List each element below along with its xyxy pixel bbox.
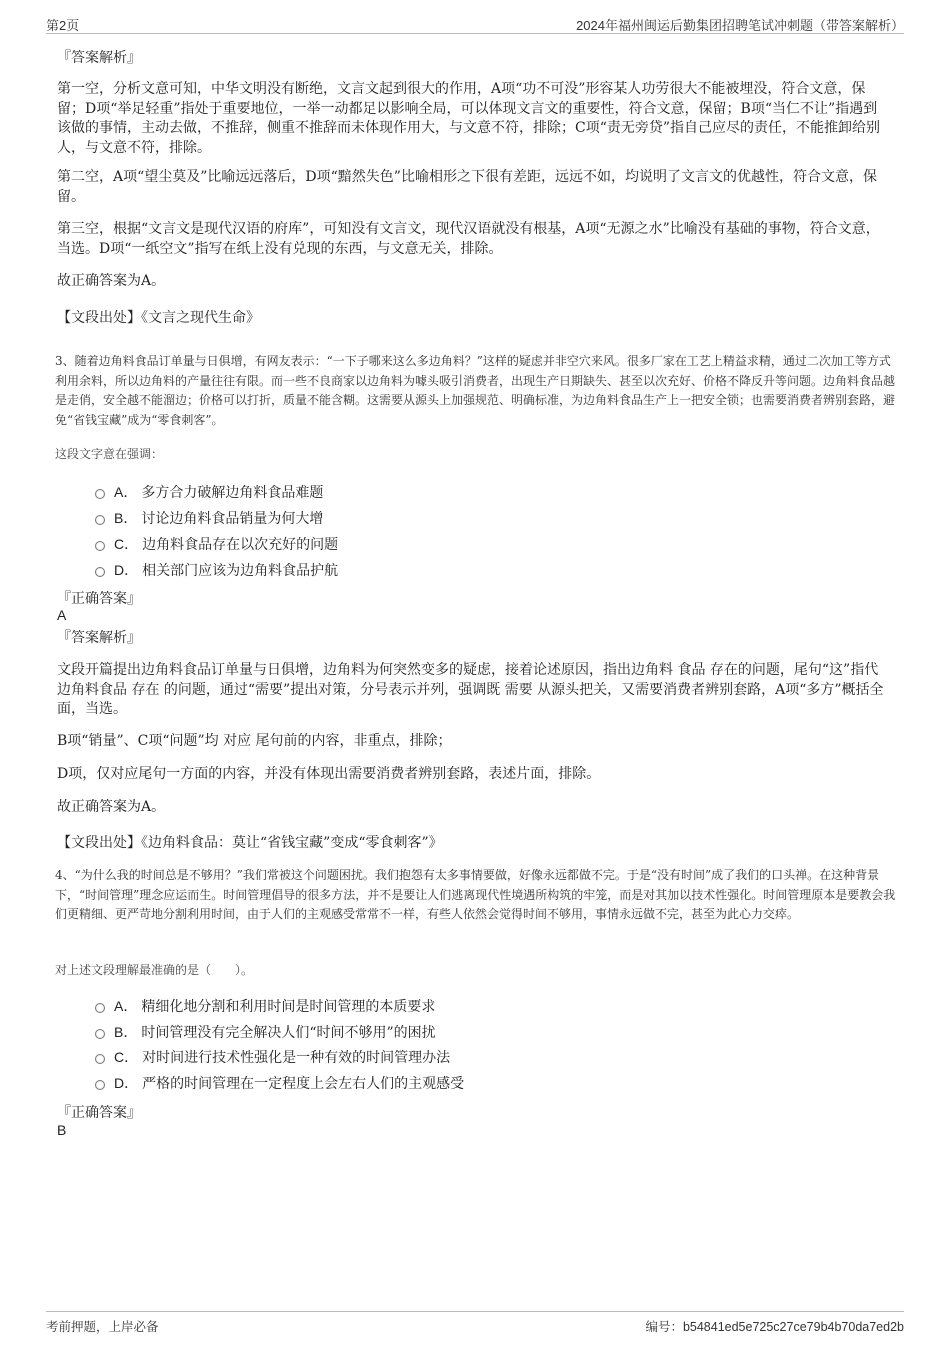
option-text: 相关部门应该为边角料食品护航	[142, 563, 339, 579]
option-text: 边角料食品存在以次充好的问题	[142, 537, 339, 553]
analysis-paragraph: D项，仅对应尾句一方面的内容，并没有体现出需要消费者辨别套路，表述片面，排除。	[57, 766, 601, 782]
question-stem: 3、随着边角料食品订单量与日俱增，有网友表示：“一下子哪来这么多边角料？”这样的疑虑并非空穴来风。很多厂家在工艺上精益求精，通过二次加工等方式利用余料，所以边角料的产量往往有限。而一些不良商家以边角料为噱头吸引消费者，出现生产日期缺失、甚至以次充好、价格不降反升等问题。边角料食品越是走俏，安全越不能溜边；价格可以打折，质量不能含糊。这需要从源头上加强规范、明确标准，为边角料食品生产上一把安全锁；也需要消费者辨别套路，避免“省钱宝藏”成为“零食刺客”。	[55, 354, 896, 427]
option-text: 多方合力破解边角料食品难题	[141, 485, 324, 501]
analysis-heading: 『答案解析』	[57, 50, 141, 66]
option-c[interactable]	[95, 1047, 450, 1067]
option-letter: D．	[114, 562, 139, 578]
footer-slogan: 考前押题，上岸必备	[46, 1320, 159, 1334]
radio-button[interactable]	[95, 489, 105, 499]
option-letter: B．	[114, 510, 138, 526]
option-text: 时间管理没有完全解决人们“时间不够用”的困扰	[141, 1025, 436, 1041]
analysis-paragraph: 第二空，A项“望尘莫及”比喻远远落后，D项“黯然失色”比喻相形之下很有差距，远远不如，均说明了文言文的优越性，符合文意，保留。	[57, 169, 877, 205]
option-c[interactable]	[95, 534, 338, 554]
option-a[interactable]	[95, 996, 435, 1016]
analysis-heading: 『答案解析』	[57, 630, 141, 646]
option-text: 精细化地分割和利用时间是时间管理的本质要求	[141, 999, 436, 1015]
option-b[interactable]	[95, 508, 323, 528]
option-letter: C．	[114, 536, 139, 552]
option-text: 讨论边角料食品销量为何大增	[141, 511, 324, 527]
option-b[interactable]	[95, 1022, 436, 1042]
option-a[interactable]	[95, 482, 323, 502]
analysis-paragraph: 文段开篇提出边角料食品订单量与日俱增，边角料为何突然变多的疑虑，接着论述原因，指出边角料 食品 存在的问题，尾句“这”指代边角料食品 存在 的问题，通过“需要”提出对策，分号表示并列，强调既 需要 从源头把关，又需要消费者辨别套路，A项“多方”概括全面，当选。	[57, 662, 884, 717]
radio-button[interactable]	[95, 515, 105, 525]
option-text: 严格的时间管理在一定程度上会左右人们的主观感受	[142, 1076, 465, 1092]
source-citation: 【文段出处】《文言之现代生命》	[57, 310, 260, 326]
question-prompt: 这段文字意在强调：	[55, 447, 164, 461]
document-code: 编号：b54841ed5e725c27ce79b4b70da7ed2b	[645, 1320, 904, 1334]
analysis-paragraph: B项“销量”、C项“问题”均 对应 尾句前的内容，非重点，排除；	[57, 733, 452, 749]
answer-conclusion: 故正确答案为A。	[57, 273, 166, 289]
analysis-paragraph: 第三空，根据“文言文是现代汉语的府库”，可知没有文言文，现代汉语就没有根基，A项“无源之水”比喻没有基础的事物，符合文意，当选。D项“一纸空文”指写在纸上没有兑现的东西，与文意无关，排除。	[57, 221, 880, 257]
analysis-paragraph: 第一空，分析文意可知，中华文明没有断绝，文言文起到很大的作用，A项“功不可没”形容某人功劳很大不能被埋没，符合文意，保留；D项“举足轻重”指处于重要地位，一举一动都足以影响全局，可以体现文言文的重要性，符合文意，保留；B项“当仁不让”指遇到该做的事情，主动去做，不推辞，侧重不推辞而未体现作用大，与文意不符，排除；C项“责无旁贷”指自己应尽的责任，不能推卸给别人，与文意不符，排除。	[57, 81, 881, 156]
option-letter: A．	[114, 484, 138, 500]
answer-conclusion: 故正确答案为A。	[57, 799, 166, 815]
correct-answer-heading: 『正确答案』	[57, 591, 141, 607]
page-footer	[46, 1311, 904, 1336]
radio-button[interactable]	[95, 567, 105, 577]
option-d[interactable]	[95, 560, 338, 580]
radio-button[interactable]	[95, 1054, 105, 1064]
question-stem: 4、“为什么我的时间总是不够用？”我们常被这个问题困扰。我们抱怨有太多事情要做，好像永远都做不完。于是“没有时间”成了我们的口头禅。在这种背景下，“时间管理”理念应运而生。时间管理倡导的很多方法，并不是要让人们逃离现代性境遇所构筑的牢笼，而是对其加以技术性强化。时间管理原本是要教会我们更精细、更严苛地分割利用时间，由于人们的主观感受常常不一样，有些人依然会觉得时间不够用，事情永远做不完，甚至为此心力交瘁。	[55, 868, 896, 921]
document-title: 2024年福州闽运后勤集团招聘笔试冲刺题（带答案解析）	[576, 18, 904, 33]
radio-button[interactable]	[95, 541, 105, 551]
page-number: 第2页	[46, 18, 80, 33]
question-prompt: 对上述文段理解最准确的是（ ）。	[55, 963, 254, 977]
option-letter: C．	[114, 1049, 139, 1065]
radio-button[interactable]	[95, 1029, 105, 1039]
radio-button[interactable]	[95, 1003, 105, 1013]
option-letter: B．	[114, 1024, 138, 1040]
option-text: 对时间进行技术性强化是一种有效的时间管理办法	[142, 1050, 451, 1066]
correct-answer: A	[57, 607, 67, 623]
source-citation: 【文段出处】《边角料食品：莫让“省钱宝藏”变成“零食刺客”》	[57, 835, 443, 851]
page-header	[46, 13, 904, 34]
option-letter: A．	[114, 998, 138, 1014]
correct-answer: B	[57, 1122, 67, 1138]
option-letter: D．	[114, 1075, 139, 1091]
option-d[interactable]	[95, 1073, 464, 1093]
correct-answer-heading: 『正确答案』	[57, 1105, 141, 1121]
radio-button[interactable]	[95, 1080, 105, 1090]
